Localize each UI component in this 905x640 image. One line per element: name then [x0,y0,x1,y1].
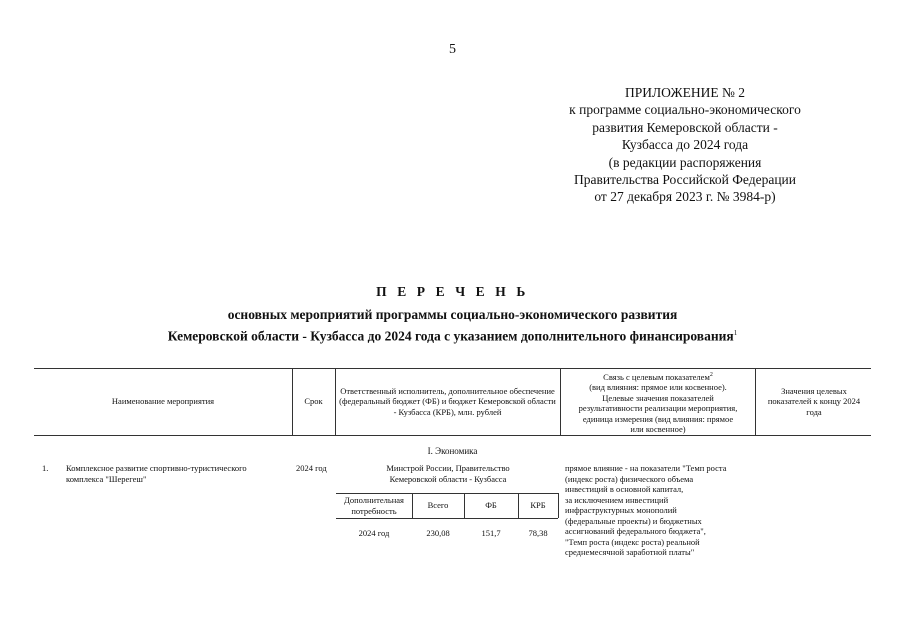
header-link-line: единица измерения (вид влияния: прямое [582,413,734,424]
appendix-line: к программе социально-экономического [569,102,801,118]
section-heading: I. Экономика [427,446,478,456]
header-link-line: или косвенное) [630,424,686,435]
link-line: (федеральные проекты) и бюджетных [565,515,702,526]
header-link-line: Целевые значения показателей [602,392,714,403]
finance-year: 2024 год [358,528,390,538]
column-divider [755,368,756,435]
finance-header-border [336,518,558,519]
finance-head-fb: ФБ [485,500,497,510]
appendix-line: ПРИЛОЖЕНИЕ № 2 [624,85,746,100]
footnote-mark: 1 [733,329,738,337]
subtitle-line-2-text: Кемеровской области - Кузбасса до 2024 года с указанием дополнительного финансирования [167,328,734,344]
document-title: П Е Р Е Ч Е Н Ь [376,284,529,299]
appendix-line: (в редакции распоряжения [608,154,762,170]
row-executor [336,463,560,484]
finance-head-total: Всего [427,500,449,510]
header-link-line: результативности реализации мероприятия, [578,403,738,414]
header-term: Срок [304,396,323,407]
link-line: инвестиций в основной капитал, [565,484,684,494]
header-link-line: Связь с целевым показателем$^2$ [603,371,713,382]
link-line: прямое влияние - на показатели "Темп роста [565,463,727,473]
finance-total: 230,08 [426,528,450,538]
link-line: "Темп роста (индекс роста) реальной [565,536,700,547]
header-name: Наименование мероприятия [111,396,215,407]
subtitle-line-2 [0,324,905,346]
appendix-line: развития Кемеровской области - [592,119,778,135]
finance-fb: 151,7 [481,528,501,538]
link-line: (индекс роста) физического объема [565,473,694,484]
finance-divider [558,493,559,518]
row-name: Комплексное развитие спортивно-туристического комплекса "Шерегеш" [66,463,247,484]
footnote-mark: 2 [709,372,713,378]
subtitle-line-1: основных мероприятий программы социально-экономического развития [227,307,678,322]
row-link [565,463,760,558]
column-divider [335,368,336,435]
finance-top-border [336,493,558,494]
link-line: инфраструктурных монополий [565,505,677,515]
appendix-line: Кузбасса до 2024 года [621,137,749,153]
document-subtitle [0,305,905,346]
appendix-line: Правительства Российской Федерации [574,172,796,188]
link-line: среднемесячной заработной платы" [565,547,695,557]
appendix-note [520,84,850,206]
row-term: 2024 год [296,463,327,473]
finance-head-krb: КРБ [530,500,546,510]
executor-line: Кемеровской области - Кузбасса [389,473,507,484]
appendix-line: от 27 декабря 2023 г. № 3984-р) [594,189,776,205]
header-link [562,370,754,435]
finance-krb: 78,38 [528,528,548,538]
link-line: за исключением инвестиций [565,494,669,505]
page-number: 5 [449,42,456,57]
header-link-line: (вид влияния: прямое или косвенное). [589,382,727,393]
executor-line: Минстрой России, Правительство [386,463,510,473]
table-header-border [34,435,871,436]
header-executor: Ответственный исполнитель, дополнительное обеспечение (федеральный бюджет (ФБ) и бюджет Кемеровской области - Кузбасса (КРБ), млн. рублей [339,385,556,417]
row-number: 1. [42,463,49,473]
finance-head-need: Дополнительная потребность [344,495,404,516]
header-values: Значения целевых показателей к концу 2024 года [767,385,861,417]
column-divider [560,368,561,435]
link-line: ассигнований федерального бюджета", [565,526,706,536]
